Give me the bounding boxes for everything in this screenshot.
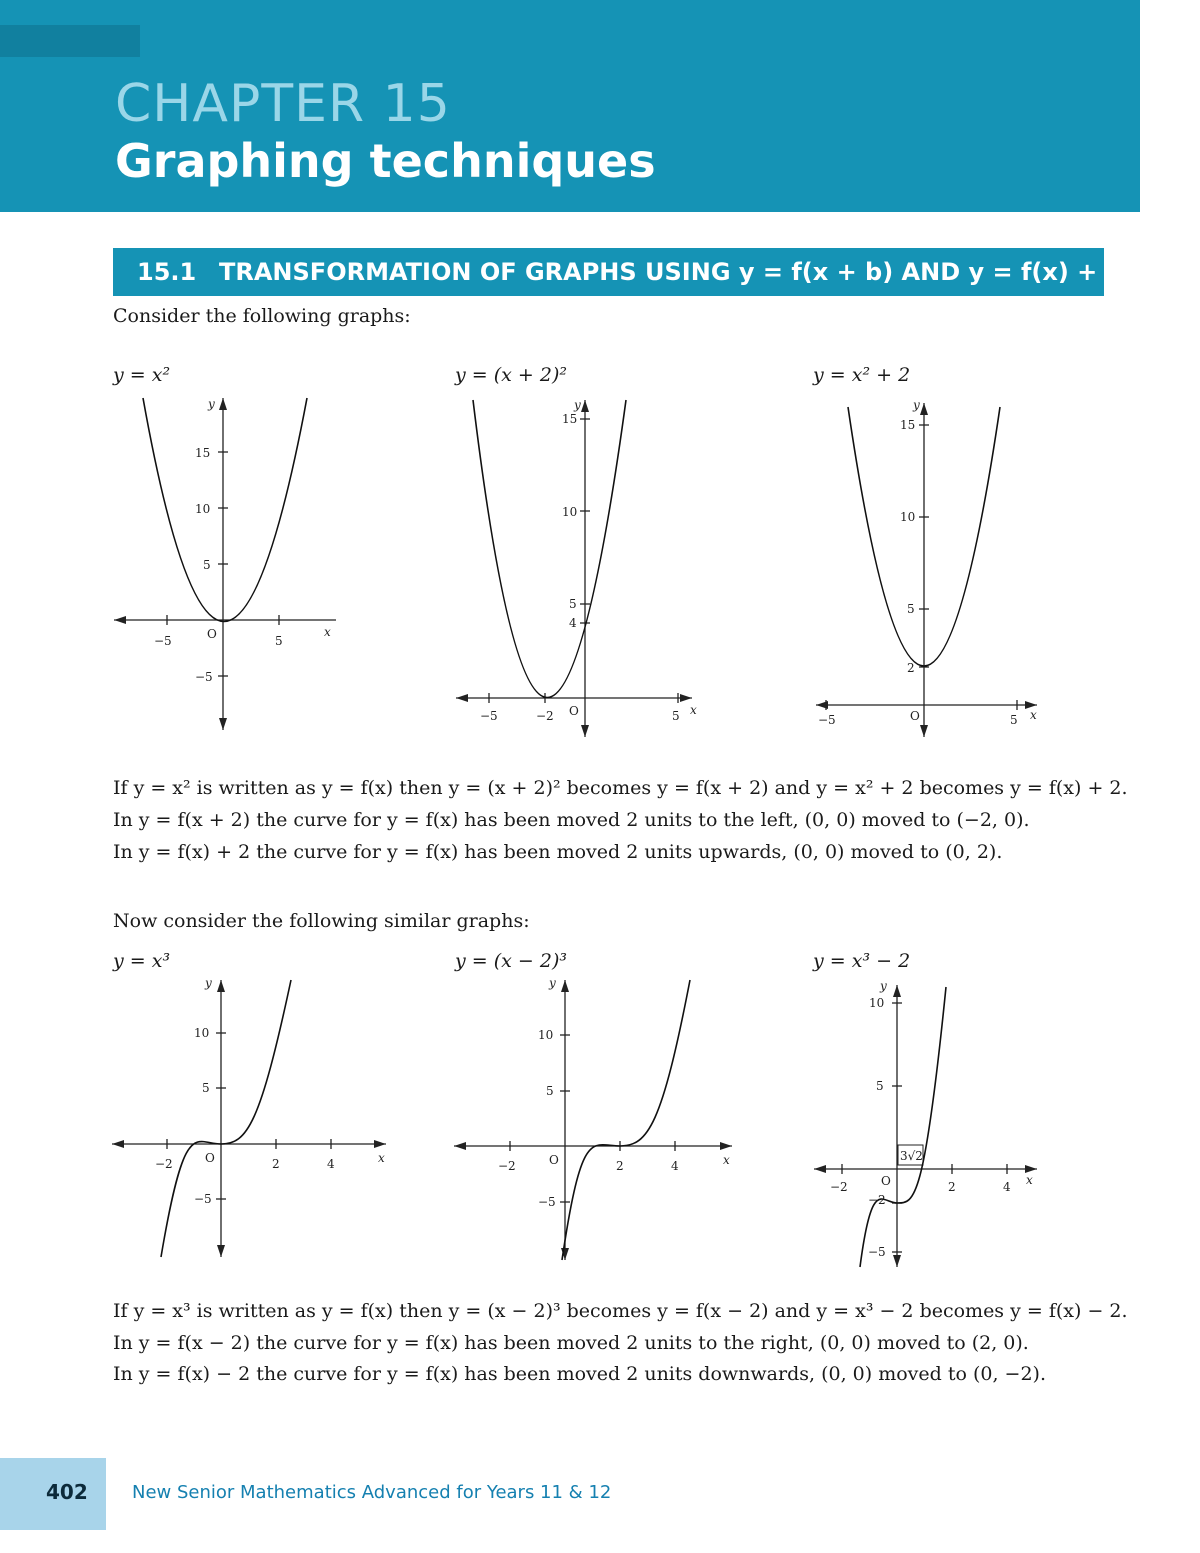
explanation-line: In y = f(x − 2) the curve for y = f(x) has been moved 2 units to the right, (0, 0) moved to (2, 0).	[113, 1332, 1029, 1354]
graph-title-3: y = x² + 2	[813, 364, 911, 386]
graph-title-5: y = (x − 2)³	[455, 950, 567, 972]
x-axis-label: x	[378, 1151, 385, 1165]
x-tick-label: −2	[830, 1180, 848, 1194]
origin-label: O	[549, 1153, 559, 1167]
y-tick-label: 5	[546, 1084, 554, 1098]
y-tick-label: 5	[202, 1081, 210, 1095]
x-axis-label: x	[324, 625, 331, 639]
intro-text-2: Now consider the following similar graphs:	[113, 910, 530, 932]
graph-title-6: y = x³ − 2	[813, 950, 911, 972]
origin-label: O	[207, 627, 217, 641]
x-axis-label: x	[723, 1153, 730, 1167]
x-tick-label: 2	[616, 1159, 624, 1173]
y-tick-label: 10	[900, 510, 916, 524]
y-tick-label: 10	[538, 1028, 554, 1042]
series-line	[473, 400, 626, 698]
x-tick-label: 5	[672, 709, 680, 723]
x-tick-label: −5	[154, 634, 172, 648]
y-tick-label: 5	[569, 597, 577, 611]
x-axis-label: x	[1030, 708, 1037, 722]
y-axis-label: y	[574, 398, 581, 412]
y-axis-label: y	[549, 976, 556, 990]
graph-title-4: y = x³	[113, 950, 171, 972]
chapter-number: CHAPTER 15	[115, 74, 451, 134]
origin-label: O	[881, 1174, 891, 1188]
x-tick-label: 5	[1010, 713, 1018, 727]
y-tick-label: −5	[194, 1192, 212, 1206]
header-accent	[0, 25, 140, 57]
y-tick-label: 10	[195, 502, 211, 516]
chapter-title: Graphing techniques	[115, 134, 656, 188]
graph-cubic-shift-right	[452, 975, 742, 1265]
x-tick-label: 2	[948, 1180, 956, 1194]
y-tick-label: 5	[203, 558, 211, 572]
section-number: 15.1	[137, 258, 197, 286]
y-tick-label: 5	[876, 1079, 884, 1093]
page-number: 402	[46, 1480, 88, 1504]
y-tick-label: 10	[194, 1026, 210, 1040]
y-axis-label: y	[205, 976, 212, 990]
y-tick-label: −2	[868, 1193, 886, 1207]
y-tick-label: 5	[907, 602, 915, 616]
origin-label: O	[205, 1151, 215, 1165]
explanation-line: In y = f(x + 2) the curve for y = f(x) has been moved 2 units to the left, (0, 0) moved to (−2, 0).	[113, 809, 1030, 831]
graph-parabola	[110, 390, 350, 735]
y-tick-label: −5	[195, 670, 213, 684]
x-tick-label: 2	[272, 1157, 280, 1171]
y-tick-label: 15	[195, 446, 211, 460]
y-tick-label: 10	[562, 505, 578, 519]
y-axis-label: y	[913, 398, 920, 412]
x-axis-label: x	[1026, 1173, 1033, 1187]
graph-parabola-shift-left	[452, 395, 702, 740]
intercept-annotation: 3√2	[900, 1149, 923, 1163]
section-heading	[113, 248, 1120, 296]
series-line	[562, 980, 690, 1260]
x-tick-label: −5	[818, 713, 836, 727]
section-title: TRANSFORMATION OF GRAPHS USING y = f(x + b) AND y = f(x) + c	[219, 258, 1120, 286]
x-tick-label: 5	[275, 634, 283, 648]
explanation-line: If y = x² is written as y = f(x) then y = (x + 2)² becomes y = f(x + 2) and y = x² + 2 becomes y = f(x) + 2.	[113, 777, 1128, 799]
x-tick-label: 4	[1003, 1180, 1011, 1194]
y-tick-label: 15	[900, 418, 916, 432]
y-tick-label: 10	[869, 996, 885, 1010]
graph-parabola-shift-up	[812, 395, 1047, 740]
x-tick-label: 4	[671, 1159, 679, 1173]
origin-label: O	[569, 704, 579, 718]
book-title: New Senior Mathematics Advanced for Years 11 & 12	[132, 1482, 612, 1503]
intro-text-1: Consider the following graphs:	[113, 305, 411, 327]
x-tick-label: −2	[536, 709, 554, 723]
y-tick-label: −5	[868, 1245, 886, 1259]
explanation-line: If y = x³ is written as y = f(x) then y = (x − 2)³ becomes y = f(x − 2) and y = x³ − 2 becomes y = f(x) − 2.	[113, 1300, 1128, 1322]
series-line	[860, 987, 946, 1267]
x-tick-label: 4	[327, 1157, 335, 1171]
y-tick-label: 2	[907, 661, 915, 675]
series-line	[143, 398, 307, 622]
explanation-line: In y = f(x) + 2 the curve for y = f(x) has been moved 2 units upwards, (0, 0) moved to (0, 2).	[113, 841, 1003, 863]
y-tick-label: 4	[569, 616, 577, 630]
x-axis-label: x	[690, 703, 697, 717]
graph-cubic-shift-down	[812, 975, 1047, 1270]
x-tick-label: −2	[155, 1157, 173, 1171]
y-tick-label: −5	[538, 1195, 556, 1209]
y-axis-label: y	[208, 397, 215, 411]
y-axis-label: y	[880, 979, 887, 993]
y-tick-label: 15	[562, 412, 578, 426]
graph-title-1: y = x²	[113, 364, 171, 386]
x-tick-label: −2	[498, 1159, 516, 1173]
series-line	[161, 980, 291, 1257]
explanation-line: In y = f(x) − 2 the curve for y = f(x) has been moved 2 units downwards, (0, 0) moved to (0, −2).	[113, 1363, 1046, 1385]
origin-label: O	[910, 709, 920, 723]
graph-title-2: y = (x + 2)²	[455, 364, 567, 386]
graph-cubic	[110, 975, 395, 1265]
x-tick-label: −5	[480, 709, 498, 723]
